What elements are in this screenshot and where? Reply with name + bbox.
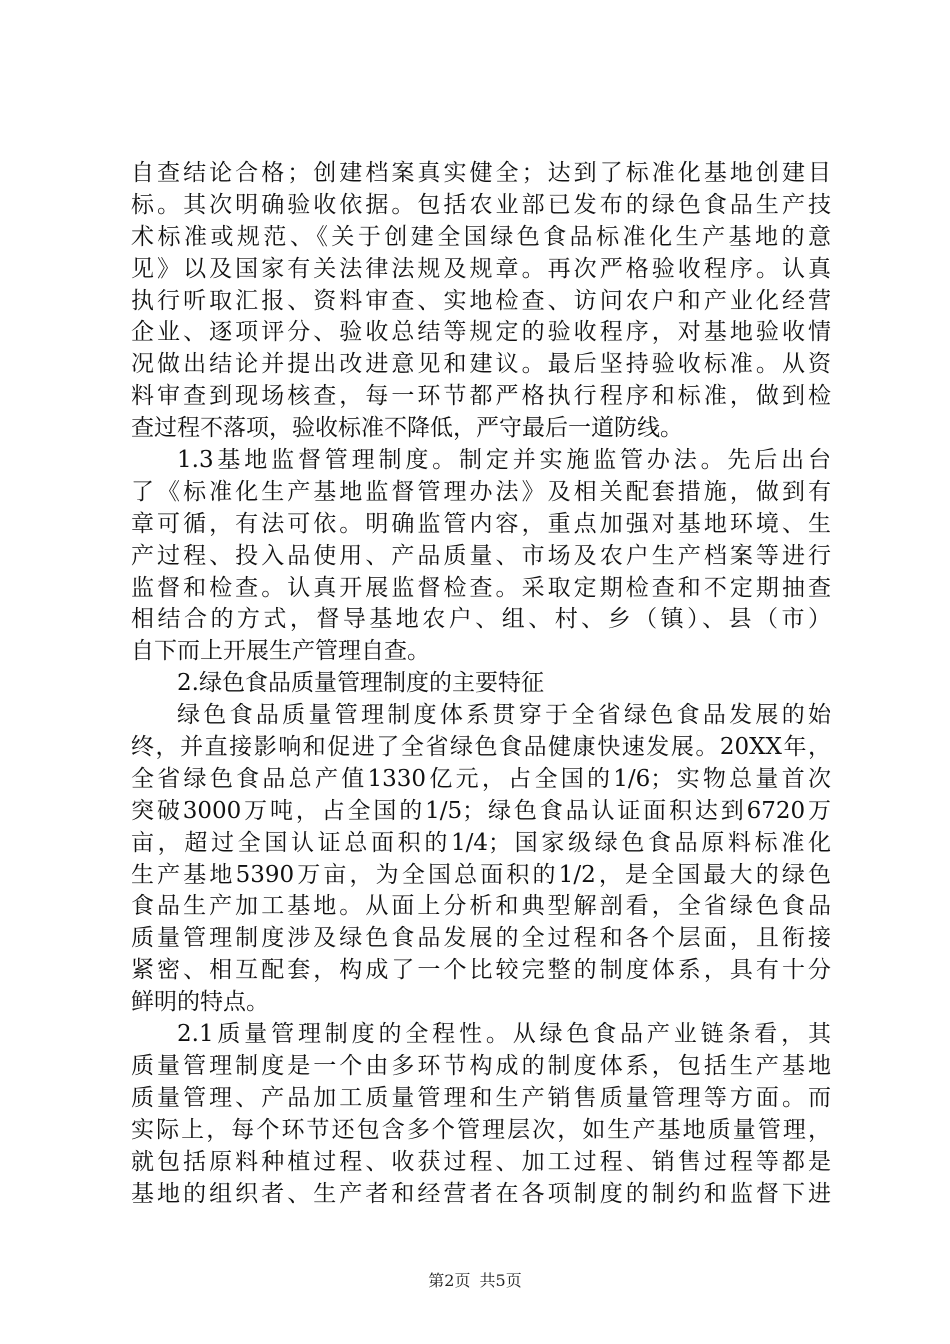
text-line: 紧密、相互配套，构成了一个比较完整的制度体系，具有十分 (131, 957, 831, 984)
text-line: 质量管理、产品加工质量管理和生产销售质量管理等方面。而 (131, 1084, 831, 1111)
text-line: 绿色食品质量管理制度体系贯穿于全省绿色食品发展的始 (177, 702, 831, 729)
text-line: 监督和检查。认真开展监督检查。采取定期检查和不定期抽查 (131, 574, 831, 601)
page-total: 共5页 (479, 1271, 522, 1290)
text-line: 标。其次明确验收依据。包括农业部已发布的绿色食品生产技 (131, 191, 831, 218)
text-line: 自下而上开展生产管理自查。 (131, 638, 430, 665)
text-line: 质量管理制度是一个由多环节构成的制度体系，包括生产基地 (131, 1052, 831, 1079)
text-line: 术标准或规范、《关于创建全国绿色食品标准化生产基地的意 (131, 223, 831, 250)
text-line: 了《标准化生产基地监督管理办法》及相关配套措施，做到有 (131, 478, 831, 505)
text-line: 2.绿色食品质量管理制度的主要特征 (177, 670, 544, 697)
text-line: 基地的组织者、生产者和经营者在各项制度的制约和监督下进 (131, 1180, 831, 1207)
text-line: 鲜明的特点。 (131, 989, 269, 1016)
text-line: 企业、逐项评分、验收总结等规定的验收程序，对基地验收情 (131, 319, 831, 346)
text-line: 1.3基地监督管理制度。制定并实施监管办法。先后出台 (177, 447, 831, 474)
text-line: 全省绿色食品总产值1330亿元，占全国的1/6；实物总量首次 (131, 765, 831, 792)
text-line: 食品生产加工基地。从面上分析和典型解剖看，全省绿色食品 (131, 893, 831, 920)
text-line: 生产基地5390万亩，为全国总面积的1/2，是全国最大的绿色 (131, 861, 831, 888)
text-line: 亩，超过全国认证总面积的1/4；国家级绿色食品原料标准化 (131, 829, 831, 856)
text-line: 执行听取汇报、资料审查、实地检查、访问农户和产业化经营 (131, 287, 831, 314)
text-line: 查过程不落项，验收标准不降低，严守最后一道防线。 (131, 415, 683, 442)
document-body (131, 158, 831, 1210)
text-line: 质量管理制度涉及绿色食品发展的全过程和各个层面，且衔接 (131, 925, 831, 952)
text-line: 况做出结论并提出改进意见和建议。最后坚持验收标准。从资 (131, 351, 831, 378)
text-line: 突破3000万吨，占全国的1/5；绿色食品认证面积达到6720万 (131, 797, 831, 824)
page-footer (0, 1268, 950, 1291)
text-line: 实际上，每个环节还包含多个管理层次，如生产基地质量管理， (131, 1116, 831, 1143)
text-line: 料审查到现场核查，每一环节都严格执行程序和标准，做到检 (131, 383, 831, 410)
text-line: 见》以及国家有关法律法规及规章。再次严格验收程序。认真 (131, 255, 831, 282)
text-line: 2.1质量管理制度的全程性。从绿色食品产业链条看，其 (177, 1021, 831, 1048)
text-line: 终，并直接影响和促进了全省绿色食品健康快速发展。20XX年， (131, 734, 831, 761)
text-line: 章可循，有法可依。明确监管内容，重点加强对基地环境、生 (131, 510, 831, 537)
text-line: 相结合的方式，督导基地农户、组、村、乡（镇）、县（市） (131, 606, 831, 633)
text-line: 就包括原料种植过程、收获过程、加工过程、销售过程等都是 (131, 1148, 831, 1175)
text-line: 自查结论合格；创建档案真实健全；达到了标准化基地创建目 (131, 160, 831, 186)
text-line: 产过程、投入品使用、产品质量、市场及农户生产档案等进行 (131, 542, 831, 569)
page-number: 第2页 (428, 1271, 471, 1290)
